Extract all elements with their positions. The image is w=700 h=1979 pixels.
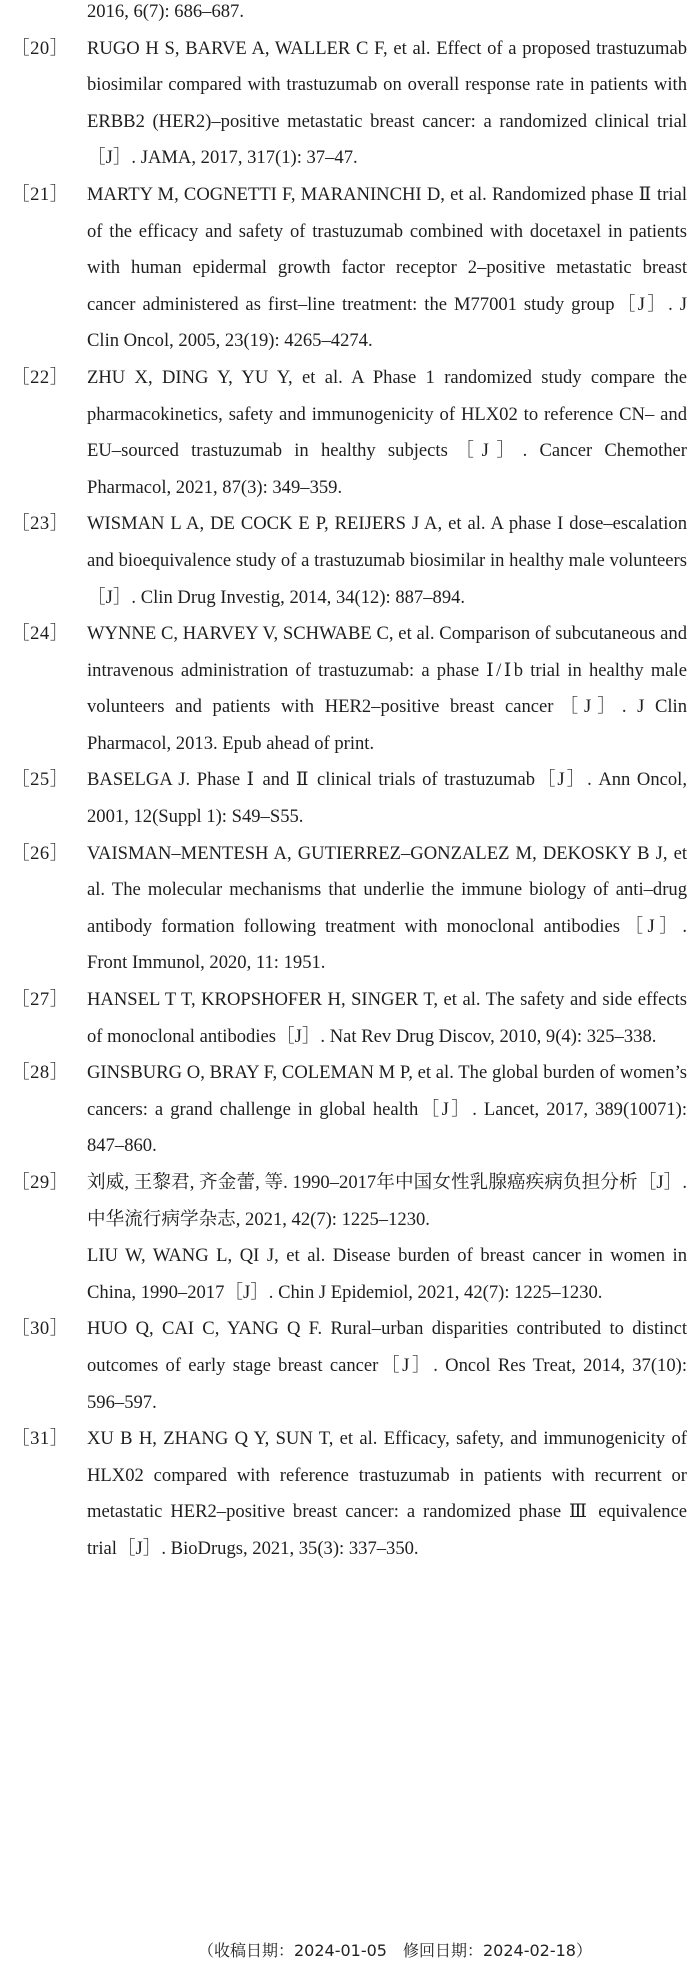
reference-text: WYNNE C, HARVEY V, SCHWABE C, et al. Comparison of subcutaneous and intravenous administration of trastuzumab: a phase Ⅰ/Ⅰb trial in healthy male volunteers and patients with HER2–positive breast cancer［J］. J Clin Pharmacol, 2013. Epub ahead of print. bbox=[87, 623, 687, 754]
reference-number: ［21］ bbox=[11, 183, 69, 205]
reference-number: ［22］ bbox=[11, 366, 69, 388]
received-revised-dates: （收稿日期：2024-01-05 修回日期：2024-02-18） bbox=[198, 1941, 592, 1960]
reference-text: RUGO H S, BARVE A, WALLER C F, et al. Effect of a proposed trastuzumab biosimilar compared with trastuzumab on overall response rate in patients with ERBB2 (HER2)–positive metastatic breast cancer: a randomized clinical trial［J］. JAMA, 2017, 317(1): 37–47. bbox=[87, 37, 687, 169]
reference-31 bbox=[0, 1421, 700, 1567]
reference-text: GINSBURG O, BRAY F, COLEMAN M P, et al. The global burden of women’s cancers: a grand challenge in global health［J］. Lancet, 2017, 389(10071): 847–860. bbox=[87, 1062, 687, 1157]
reference-number: ［29］ bbox=[11, 1172, 69, 1193]
reference-25 bbox=[0, 762, 700, 835]
reference-text: WISMAN L A, DE COCK E P, REIJERS J A, et al. A phase I dose–escalation and bioequivalence study of a trastuzumab biosimilar in healthy male volunteers［J］. Clin Drug Investig, 2014, 34(12): 887–894. bbox=[87, 513, 687, 608]
reference-23 bbox=[0, 506, 700, 616]
reference-text: MARTY M, COGNETTI F, MARANINCHI D, et al. Randomized phase Ⅱ trial of the efficacy and safety of trastuzumab combined with docetaxel in patients with human epidermal growth factor receptor 2–positive metastatic breast cancer administered as first–line treatment: the M77001 study group［J］. J Clin Oncol, 2005, 23(19): 4265–4274. bbox=[87, 183, 687, 352]
reference-number: ［28］ bbox=[11, 1062, 69, 1084]
reference-20 bbox=[0, 31, 700, 177]
reference-number: ［27］ bbox=[11, 989, 69, 1011]
reference-28 bbox=[0, 1055, 700, 1165]
reference-number: ［20］ bbox=[11, 37, 69, 59]
reference-22 bbox=[0, 360, 700, 506]
reference-text: HANSEL T T, KROPSHOFER H, SINGER T, et al. The safety and side effects of monoclonal antibodies［J］. Nat Rev Drug Discov, 2010, 9(4): 325–338. bbox=[87, 989, 687, 1047]
reference-number: ［31］ bbox=[11, 1428, 69, 1450]
reference-number: ［23］ bbox=[11, 513, 69, 535]
reference-30 bbox=[0, 1311, 700, 1421]
reference-text: HUO Q, CAI C, YANG Q F. Rural–urban disparities contributed to distinct outcomes of early stage breast cancer［J］. Oncol Res Treat, 2014, 37(10): 596–597. bbox=[87, 1318, 687, 1413]
reference-fragment bbox=[0, 0, 700, 31]
reference-number: ［25］ bbox=[11, 769, 69, 791]
reference-number: ［24］ bbox=[11, 623, 69, 645]
reference-27 bbox=[0, 982, 700, 1055]
reference-29 bbox=[0, 1165, 700, 1311]
reference-text-english: LIU W, WANG L, QI J, et al. Disease burden of breast cancer in women in China, 1990–2017［J］. Chin J Epidemiol, 2021, 42(7): 1225–1230. bbox=[87, 1245, 687, 1303]
reference-text: XU B H, ZHANG Q Y, SUN T, et al. Efficacy, safety, and immunogenicity of HLX02 compared with reference trastuzumab in patients with recurrent or metastatic HER2–positive breast cancer: a randomized phase Ⅲ equivalence trial［J］. BioDrugs, 2021, 35(3): 337–350. bbox=[87, 1428, 687, 1559]
reference-24 bbox=[0, 616, 700, 762]
reference-text: VAISMAN–MENTESH A, GUTIERREZ–GONZALEZ M, DEKOSKY B J, et al. The molecular mechanisms that underlie the immune biology of anti–drug antibody formation following treatment with monoclonal antibodies［J］. Front Immunol, 2020, 11: 1951. bbox=[87, 842, 687, 974]
reference-21 bbox=[0, 177, 700, 360]
reference-text-chinese: 刘威, 王黎君, 齐金蕾, 等. 1990–2017年中国女性乳腺癌疾病负担分析［J］. 中华流行病学杂志, 2021, 42(7): 1225–1230. bbox=[87, 1172, 687, 1230]
reference-number: ［26］ bbox=[11, 842, 69, 864]
reference-text: ZHU X, DING Y, YU Y, et al. A Phase 1 randomized study compare the pharmacokinetics, safety and immunogenicity of HLX02 to reference CN– and EU–sourced trastuzumab in healthy subjects［J］. Cancer Chemother Pharmacol, 2021, 87(3): 349–359. bbox=[87, 366, 687, 498]
reference-text: 2016, 6(7): 686–687. bbox=[87, 1, 245, 22]
reference-text: BASELGA J. Phase Ⅰ and Ⅱ clinical trials of trastuzumab［J］. Ann Oncol, 2001, 12(Suppl 1): S49–S55. bbox=[87, 769, 687, 828]
reference-26 bbox=[0, 836, 700, 982]
reference-number: ［30］ bbox=[11, 1318, 69, 1340]
